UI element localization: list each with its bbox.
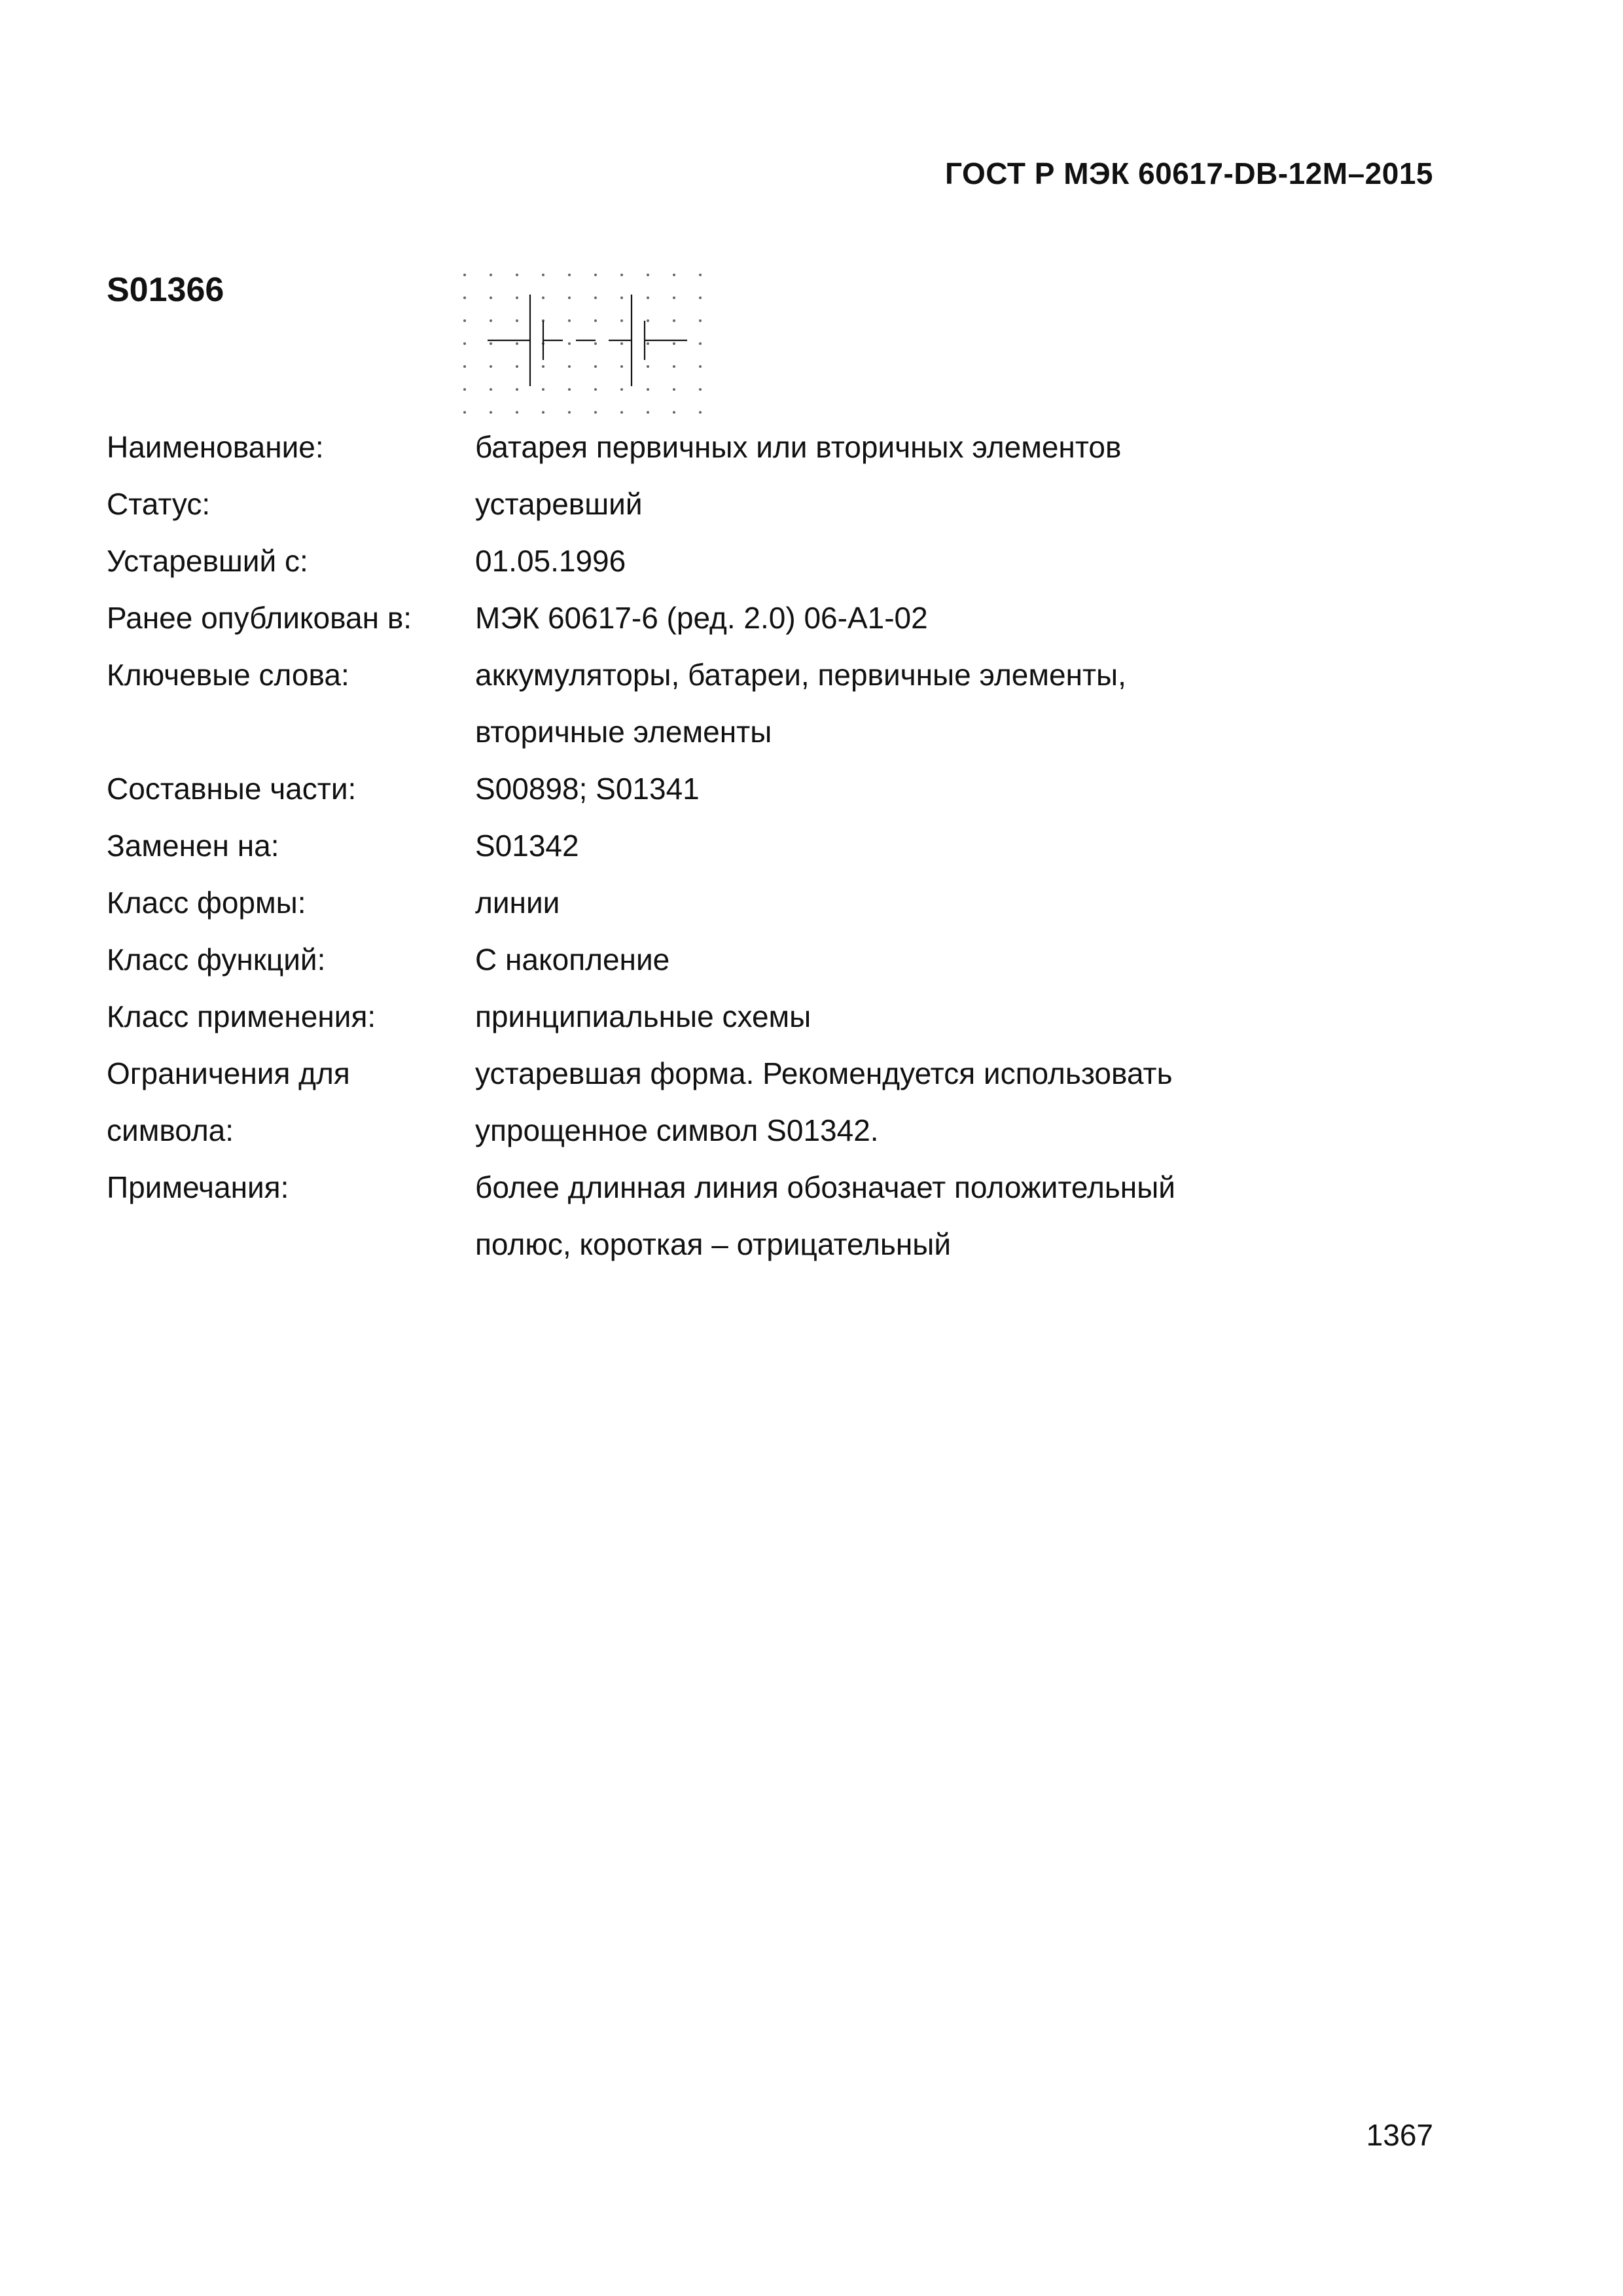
property-row — [107, 874, 1481, 931]
property-row — [107, 704, 1481, 761]
property-value: принципиальные схемы — [475, 999, 812, 1033]
property-value: аккумуляторы, батареи, первичные элементы, — [475, 658, 1126, 692]
properties-list — [107, 419, 1481, 1273]
symbol-code: S01366 — [107, 271, 224, 309]
standard-designation: ГОСТ Р МЭК 60617-DB-12M–2015 — [945, 156, 1433, 190]
dot-grid — [463, 274, 702, 414]
property-label: символа: — [107, 1113, 234, 1147]
property-label: Ограничения для — [107, 1056, 350, 1090]
property-value: вторичные элементы — [475, 715, 772, 749]
property-row — [107, 1045, 1481, 1102]
property-value: линии — [475, 886, 560, 920]
property-value: С накопление — [475, 942, 670, 977]
property-row — [107, 1159, 1481, 1216]
property-value: полюс, короткая – отрицательный — [475, 1227, 952, 1261]
property-row — [107, 533, 1481, 590]
property-row — [107, 1102, 1481, 1159]
property-value: батарея первичных или вторичных элементов — [475, 430, 1122, 464]
property-value: упрощенное символ S01342. — [475, 1113, 879, 1147]
property-label: Составные части: — [107, 772, 357, 806]
property-value: S00898; S01341 — [475, 772, 700, 806]
property-label: Устаревший с: — [107, 544, 308, 578]
battery-symbol-lines — [488, 295, 687, 386]
property-value: S01342 — [475, 829, 579, 863]
page-number: 1367 — [1366, 2118, 1433, 2152]
property-row — [107, 476, 1481, 533]
property-value: более длинная линия обозначает положительный — [475, 1170, 1175, 1204]
property-label — [107, 704, 475, 761]
property-label: Статус: — [107, 487, 211, 521]
property-label: Ранее опубликован в: — [107, 601, 412, 635]
property-label: Заменен на: — [107, 829, 279, 863]
battery-symbol-figure — [458, 268, 720, 419]
property-value: устаревшая форма. Рекомендуется использовать — [475, 1056, 1173, 1090]
property-row — [107, 931, 1481, 988]
property-label — [107, 1216, 475, 1273]
property-label: Наименование: — [107, 430, 324, 464]
property-value: МЭК 60617-6 (ред. 2.0) 06-A1-02 — [475, 601, 928, 635]
property-value: 01.05.1996 — [475, 544, 626, 578]
property-row — [107, 590, 1481, 647]
property-row — [107, 647, 1481, 704]
property-row — [107, 761, 1481, 817]
property-label: Класс применения: — [107, 999, 376, 1033]
property-row — [107, 988, 1481, 1045]
property-label: Класс функций: — [107, 942, 326, 977]
property-row — [107, 1216, 1481, 1273]
property-value: устаревший — [475, 487, 643, 521]
property-row — [107, 419, 1481, 476]
property-label: Класс формы: — [107, 886, 306, 920]
property-row — [107, 817, 1481, 874]
property-label: Примечания: — [107, 1170, 289, 1204]
property-label: Ключевые слова: — [107, 658, 349, 692]
